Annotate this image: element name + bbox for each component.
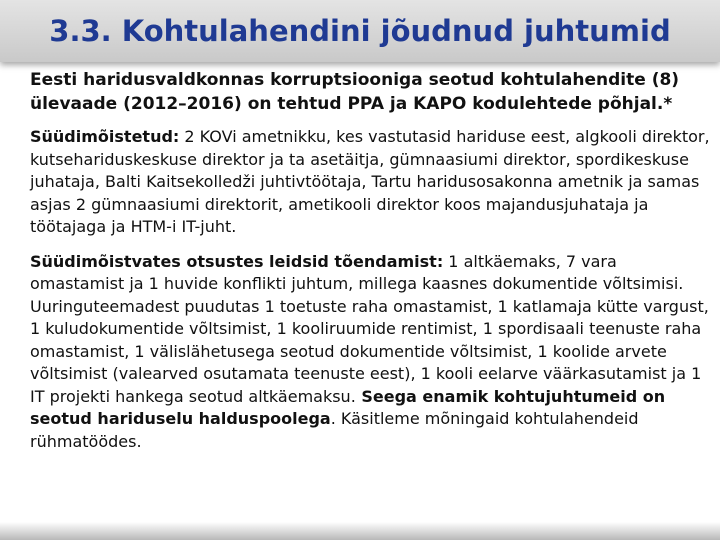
bottom-shadow xyxy=(0,522,720,540)
evidence-paragraph xyxy=(30,251,710,454)
convicted-paragraph xyxy=(30,126,710,239)
convicted-label: Süüdimõistetud: xyxy=(30,127,180,146)
evidence-conclusion: Seega enamik kohtujuhtumeid on seotud hariduselu halduspoolega xyxy=(30,386,666,428)
evidence-closing: . Käsitleme mõningaid kohtulahendeid rühmatöödes. xyxy=(30,409,639,451)
slide-title: 3.3. Kohtulahendini jõudnud juhtumid xyxy=(49,14,671,48)
evidence-label: Süüdimõistvates otsustes leidsid tõendamist: xyxy=(30,251,444,271)
title-bar xyxy=(0,0,720,62)
convicted-text: 2 KOVi ametnikku, kes vastutasid hariduse eest, algkooli direktor, kutsehariduskeskuse direktor ja ta asetäitja, gümnaasiumi direktor, spordikeskuse juhataja, Balti Kaitsekolledži juhtivtöötaja, Tartu haridusosakonna ametnik ja samas asjas 2 gümnaasiumi direktorit, ametikooli direktor koos majandusjuhataja ja töötajaga ja HTM-i IT-juht. xyxy=(30,127,710,236)
evidence-text: 1 altkäemaks, 7 vara omastamist ja 1 huvide konflikti juhtum, millega kaasnes dokumentide võltsimisi. Uuringuteemadest puudutas 1 toetuste raha omastamist, 1 katlamaja kütte vargust, 1 kuludokumentide võltsimist, 1 kooliruumide rentimist, 1 spordisaali teenuste raha omastamist, 1 välislähetusega seotud dokumentide võltsimist, 1 koolide arvete võltsimist (valearved osutamata teenuste eest), 1 kooli eelarve väärkasutamist ja 1 IT projekti hankega seotud altkäemaksu. xyxy=(30,251,709,406)
intro-paragraph: Eesti haridusvaldkonnas korruptsiooniga seotud kohtulahendite (8) ülevaade (2012–2016) on tehtud PPA ja KAPO kodulehtede põhjal.* xyxy=(30,70,680,114)
slide-content xyxy=(30,68,710,465)
